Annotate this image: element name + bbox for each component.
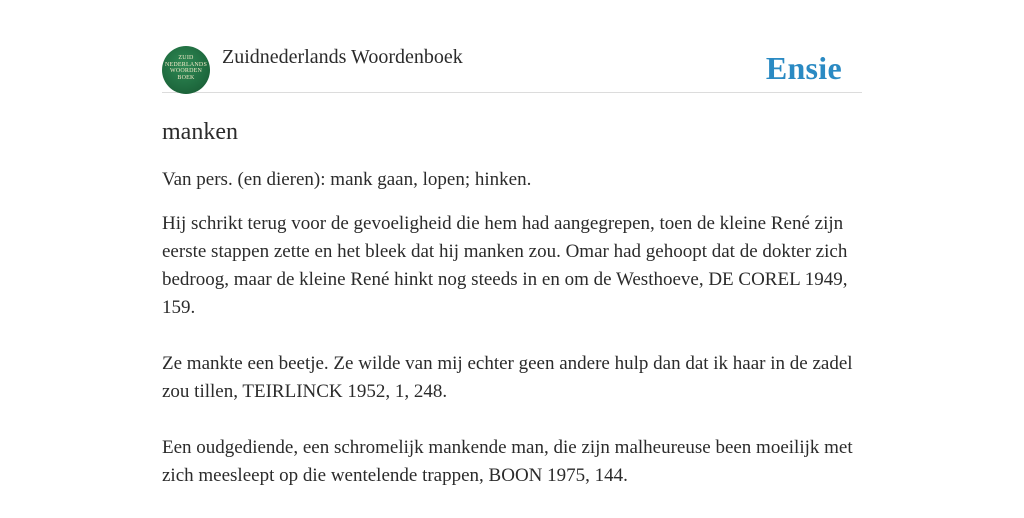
- dictionary-logo[interactable]: [162, 46, 210, 94]
- header: [162, 44, 862, 93]
- site-title[interactable]: Zuidnederlands Woordenboek: [222, 46, 463, 68]
- headword: manken: [162, 119, 238, 145]
- quotes-list: [162, 210, 862, 490]
- quote: Een oudgediende, een schromelijk mankende man, die zijn malheureuse been moeilijk met zich meesleept op die wentelende trappen, BOON 1975, 144.: [162, 437, 853, 486]
- definition: Van pers. (en dieren): mank gaan, lopen; hinken.: [162, 169, 532, 190]
- logo-text: ZUID NEDERLANDS WOORDEN BOEK: [165, 55, 207, 81]
- ensie-brand-logo[interactable]: Ensie: [765, 50, 842, 86]
- entry-card: [162, 44, 862, 518]
- quote: Ze mankte een beetje. Ze wilde van mij echter geen andere hulp dan dat ik haar in de zadel zou tillen, TEIRLINCK 1952, 1, 248.: [162, 353, 853, 402]
- quote: Hij schrikt terug voor de gevoeligheid die hem had aangegrepen, toen de kleine René zijn eerste stappen zette en het bleek dat hij manken zou. Omar had gehoopt dat de dokter zich bedroog, maar de kleine René hinkt nog steeds in en om de Westhoeve, DE COREL 1949, 159.: [162, 213, 848, 318]
